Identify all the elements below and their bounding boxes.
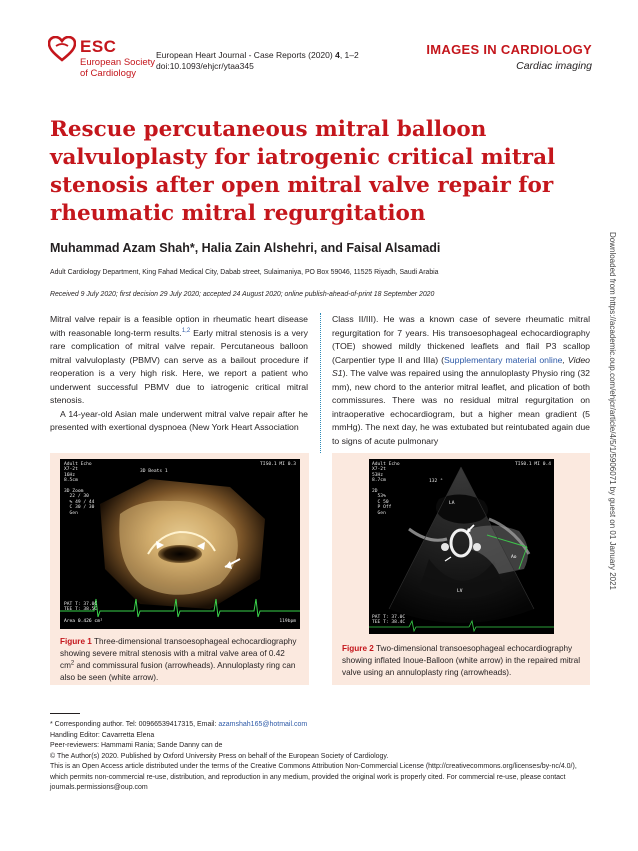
label-left-atrium: LA [449, 501, 455, 506]
intro-text-b: Early mitral stenosis is a very rare complication of mitral valve repair. Percutaneous balloon mitral valvuloplasty (PBMV) can serve as a bailout procedure if reoperation is a very high risk. Here, we report a patient who underwent successful PBMV due to iatrogenic critical mitral stenosis. [50, 327, 309, 405]
intro-text-a: Mitral valve repair is a feasible option in rheumatic heart disease with reasonable long-term results. [50, 314, 308, 338]
case-text-a: Class II/III). He was a known case of severe rheumatic mitral regurgitation for 7 years. His transoesophageal echocardiography (TOE) showed mildly thickened leaflets and flail P3 scallop (Carpentier type II and IIIa) ( [332, 314, 590, 365]
echo-angle-label: 132 ° [429, 479, 443, 484]
journal-volume: 4 [335, 50, 340, 60]
figure-1-caption-text-b: and commissural fusion (arrowheads). Annuloplasty ring can also be seen (white arrow). [60, 661, 296, 682]
case-text-b: ). The valve was repaired using the annuloplasty Physio ring (32 mm), new chord to the anterior mitral leaflet, and plication of both commissures. There was no residual mitral regurgitation on intraoperative echocardiogram, but a higher mean gradient (5 mmHg). The next day, he was extubated but reintubated again due to signs of acute pulmonary [332, 368, 590, 446]
figure-1-label: Figure 1 [60, 637, 92, 646]
footnotes [50, 720, 595, 794]
journal-citation [156, 50, 359, 72]
echo-temperature-overlay: PAT T: 37.0C TEE T: 38.5C [64, 602, 98, 613]
echo-settings-overlay: Adult Echo X7-2t 16Hz 8.5cm 3D Zoom 22 / 30 % 49 / 44 C 30 / 30 Gen [64, 462, 95, 516]
affiliation: Adult Cardiology Department, King Fahad Medical City, Dabab street, Sulaimaniya, PO Box 59046, 11525 Riyadh, Saudi Arabia [50, 269, 439, 276]
echo-beats-label: 3D Beats 1 [140, 469, 168, 474]
author-email-link[interactable]: azamshah165@hotmail.com [218, 721, 308, 728]
handling-editor: Handling Editor: Cavarretta Elena [50, 731, 155, 739]
download-sidenote: Downloaded from https://academic.oup.com/ehjcr/article/4/5/1/5906071 by guest on 01 January 2021 [608, 232, 617, 590]
figure-1-echo-image [60, 459, 300, 629]
corresponding-author [50, 720, 595, 731]
figure-2 [332, 453, 590, 685]
logo-society-name [80, 57, 160, 79]
supplementary-link[interactable]: Supplementary material online [444, 354, 563, 365]
paragraph-intro [50, 313, 308, 408]
heart-icon [48, 36, 76, 62]
figure-1-caption-superscript: 2 [70, 660, 75, 667]
license-notice: This is an Open Access article distributed under the terms of the Creative Commons Attribution Non-Commercial License (http://creativecommons.org/licenses/by-nc/4.0/), which permits non-commercial re-use, distribution, and reproduction in any medium, provided the original work is properly cited. For commercial re-use, please contact journals.permissions@oup.com [50, 763, 577, 791]
section-title: IMAGES IN CARDIOLOGY [426, 42, 592, 57]
reference-link[interactable]: 1,2 [181, 327, 191, 334]
column-divider [320, 313, 321, 453]
corresponding-author-text: * Corresponding author. Tel: 00966539417315, Email: [50, 721, 219, 728]
figure-2-caption-text: Two-dimensional transoesophageal echocardiography showing inflated Inoue-Balloon (white arrow) in the repaired mitral valve using an annuloplasty ring (arrowheads). [342, 644, 581, 677]
section-heading [426, 42, 592, 72]
section-subtitle: Cardiac imaging [516, 60, 592, 72]
label-left-ventricle: LV [457, 589, 463, 594]
figure-2-caption [342, 643, 580, 679]
echo-index-overlay-2: TIS0.1 MI 0.4 [515, 462, 551, 467]
logo-name-line2: of Cardiology [80, 68, 136, 79]
label-aorta: Ao [511, 555, 517, 560]
echo-heart-rate: 119bpm [279, 619, 296, 624]
journal-name-line [156, 50, 359, 61]
logo-abbreviation: ESC [80, 37, 117, 56]
article-title: Rescue percutaneous mitral balloon valvuloplasty for iatrogenic critical mitral stenosis after open mitral valve repair for rheumatic mitral regurgitation [50, 117, 556, 226]
paragraph-continued [332, 313, 590, 448]
esc-logo [48, 34, 158, 84]
logo-name-line1: European Society [80, 57, 155, 68]
echo-temperature-overlay-2: PAT T: 37.0C TEE T: 38.4C [372, 615, 406, 626]
video-reference: , Video S1 [332, 354, 590, 378]
figure-1-caption-text-a: Three-dimensional transoesophageal echocardiography showing severe mitral stenosis with a mitral valve area of 0.42 cm [60, 637, 297, 670]
journal-name: European Heart Journal - Case Reports (2020) [156, 50, 336, 60]
paragraph-case: A 14-year-old Asian male underwent mitral valve repair after he presented with exertional dyspnoea (New York Heart Association [50, 408, 308, 432]
footnote-rule [50, 713, 80, 714]
copyright-notice: © The Author(s) 2020. Published by Oxford University Press on behalf of the European Society of Cardiology. [50, 752, 389, 760]
echo-area-measurement: Area 0.426 cm² [64, 619, 103, 624]
figure-1-caption [60, 636, 300, 684]
article-dates: Received 9 July 2020; first decision 29 July 2020; accepted 24 August 2020; online publish-ahead-of-print 18 September 2020 [50, 291, 435, 298]
body-column-right [332, 313, 590, 448]
body-column-left [50, 313, 308, 435]
doi[interactable]: doi:10.1093/ehjcr/ytaa345 [156, 61, 254, 71]
echo-index-overlay: TIS0.1 MI 0.3 [260, 462, 296, 467]
journal-pages: , 1–2 [339, 50, 359, 60]
figure-2-echo-image [369, 459, 554, 634]
authors: Muhammad Azam Shah*, Halia Zain Alshehri, and Faisal Alsamadi [50, 241, 441, 255]
peer-reviewers: Peer-reviewers: Hammami Rania; Sande Danny can de [50, 742, 223, 749]
echo-settings-overlay-2: Adult Echo X7-2t 53Hz 8.7cm 2D 53% C 50 P Off Gen [372, 462, 400, 516]
figure-2-label: Figure 2 [342, 644, 374, 653]
figure-1 [50, 453, 309, 685]
